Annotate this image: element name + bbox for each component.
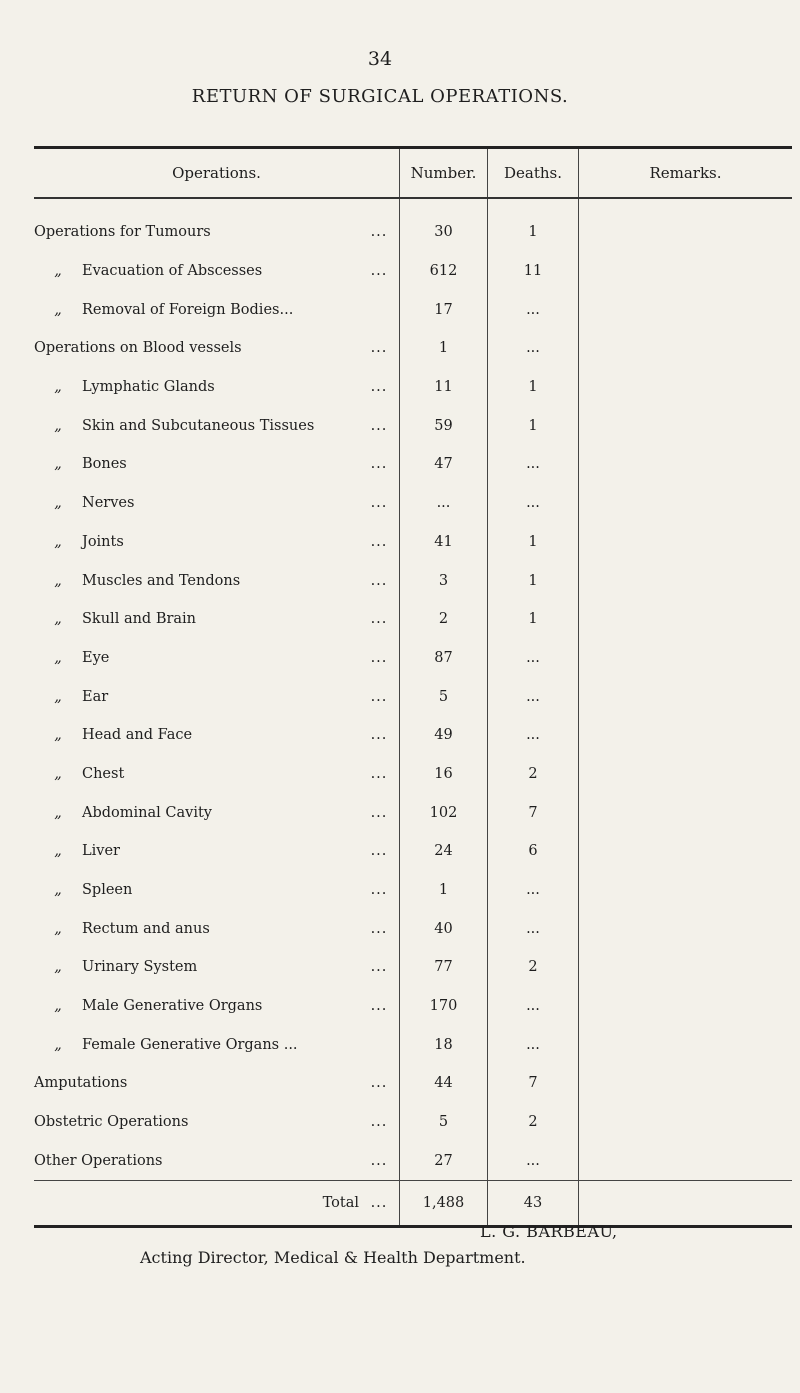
operation-cell-content bbox=[34, 650, 399, 666]
leader-dots: ... bbox=[370, 533, 388, 550]
remarks-cell bbox=[579, 1064, 793, 1103]
deaths-cell: 43 bbox=[488, 1181, 579, 1227]
ditto-mark: „ bbox=[54, 301, 62, 318]
ditto-mark: „ bbox=[54, 1036, 62, 1053]
operation-cell-content bbox=[34, 766, 399, 782]
deaths-cell: ... bbox=[488, 1142, 579, 1181]
deaths-cell: ... bbox=[488, 677, 579, 716]
leader-dots: ... bbox=[370, 688, 388, 705]
remarks-cell bbox=[579, 1142, 793, 1181]
number-cell: 77 bbox=[400, 948, 488, 987]
number-cell: ... bbox=[400, 484, 488, 523]
table-row bbox=[34, 252, 792, 291]
operation-label: Ear bbox=[82, 688, 109, 705]
remarks-cell bbox=[579, 832, 793, 871]
operation-cell bbox=[34, 755, 400, 794]
operation-cell-content bbox=[34, 1037, 399, 1053]
ditto-mark: „ bbox=[54, 765, 62, 782]
leader-dots: ... bbox=[370, 417, 388, 434]
number-cell: 30 bbox=[400, 198, 488, 252]
leader-dots: ... bbox=[370, 882, 388, 899]
remarks-cell bbox=[579, 290, 793, 329]
operation-cell bbox=[34, 832, 400, 871]
remarks-cell bbox=[579, 406, 793, 445]
operation-cell bbox=[34, 716, 400, 755]
table-row bbox=[34, 1064, 792, 1103]
operation-cell bbox=[34, 368, 400, 407]
ditto-mark: „ bbox=[54, 727, 62, 744]
operation-cell bbox=[34, 1181, 400, 1227]
operation-cell-content bbox=[34, 340, 399, 356]
header-number: Number. bbox=[400, 148, 488, 199]
deaths-cell: 1 bbox=[488, 406, 579, 445]
operation-cell-content bbox=[34, 882, 399, 898]
deaths-cell: 1 bbox=[488, 198, 579, 252]
table-row bbox=[34, 329, 792, 368]
operation-cell bbox=[34, 406, 400, 445]
leader-dots: ... bbox=[370, 224, 388, 241]
leader-dots: ... bbox=[370, 920, 388, 937]
remarks-cell bbox=[579, 909, 793, 948]
header-operations: Operations. bbox=[34, 148, 400, 199]
remarks-cell bbox=[579, 948, 793, 987]
operation-cell bbox=[34, 793, 400, 832]
operation-cell-content bbox=[34, 1195, 399, 1211]
table-row bbox=[34, 600, 792, 639]
operation-cell-content bbox=[34, 456, 399, 472]
remarks-cell bbox=[579, 716, 793, 755]
table-row bbox=[34, 716, 792, 755]
number-cell: 44 bbox=[400, 1064, 488, 1103]
number-cell: 87 bbox=[400, 639, 488, 678]
ditto-mark: „ bbox=[54, 998, 62, 1015]
table-row bbox=[34, 755, 792, 794]
ditto-mark: „ bbox=[54, 263, 62, 280]
number-cell: 40 bbox=[400, 909, 488, 948]
deaths-cell: 2 bbox=[488, 755, 579, 794]
remarks-cell bbox=[579, 600, 793, 639]
deaths-cell: ... bbox=[488, 909, 579, 948]
operation-cell bbox=[34, 987, 400, 1026]
deaths-cell: 7 bbox=[488, 1064, 579, 1103]
operation-cell bbox=[34, 1025, 400, 1064]
leader-dots: ... bbox=[370, 572, 388, 589]
remarks-cell bbox=[579, 523, 793, 562]
remarks-cell bbox=[579, 639, 793, 678]
deaths-cell: 1 bbox=[488, 561, 579, 600]
operation-label: Chest bbox=[82, 765, 125, 782]
ditto-mark: „ bbox=[54, 804, 62, 821]
operation-cell bbox=[34, 252, 400, 291]
remarks-cell bbox=[579, 445, 793, 484]
table-row bbox=[34, 677, 792, 716]
operation-cell-content bbox=[34, 534, 399, 550]
table-row bbox=[34, 639, 792, 678]
operation-label: Urinary System bbox=[82, 959, 198, 976]
operation-label: Liver bbox=[82, 843, 120, 860]
leader-dots: ... bbox=[370, 998, 388, 1015]
operation-label: Lymphatic Glands bbox=[82, 379, 215, 396]
number-cell: 3 bbox=[400, 561, 488, 600]
table-row bbox=[34, 523, 792, 562]
operation-cell-content bbox=[34, 1075, 399, 1091]
operation-label: Female Generative Organs ... bbox=[82, 1036, 298, 1053]
operation-cell-content bbox=[34, 1153, 399, 1169]
leader-dots: ... bbox=[370, 959, 388, 976]
operation-label: Evacuation of Abscesses bbox=[82, 263, 263, 280]
operation-cell bbox=[34, 198, 400, 252]
deaths-cell: ... bbox=[488, 987, 579, 1026]
table-row bbox=[34, 445, 792, 484]
ditto-mark: „ bbox=[54, 533, 62, 550]
deaths-cell: ... bbox=[488, 716, 579, 755]
ditto-mark: „ bbox=[54, 379, 62, 396]
number-cell: 17 bbox=[400, 290, 488, 329]
operation-cell bbox=[34, 871, 400, 910]
deaths-cell: ... bbox=[488, 445, 579, 484]
operation-cell bbox=[34, 484, 400, 523]
leader-dots: ... bbox=[370, 495, 388, 512]
deaths-cell: 7 bbox=[488, 793, 579, 832]
deaths-cell: 1 bbox=[488, 368, 579, 407]
number-cell: 27 bbox=[400, 1142, 488, 1181]
table-row bbox=[34, 406, 792, 445]
remarks-cell bbox=[579, 987, 793, 1026]
leader-dots: ... bbox=[370, 649, 388, 666]
operation-label: Bones bbox=[82, 456, 127, 473]
remarks-cell bbox=[579, 329, 793, 368]
remarks-cell bbox=[579, 252, 793, 291]
ditto-mark: „ bbox=[54, 456, 62, 473]
leader-dots: ... bbox=[370, 1114, 388, 1131]
total-row bbox=[34, 1181, 792, 1227]
remarks-cell bbox=[579, 677, 793, 716]
operation-cell-content bbox=[34, 727, 399, 743]
signatory-name: L. G. BARBEAU, bbox=[480, 1222, 618, 1241]
operation-cell-content bbox=[34, 495, 399, 511]
operation-label: Eye bbox=[82, 649, 110, 666]
table-row bbox=[34, 561, 792, 600]
operation-label: Operations on Blood vessels bbox=[34, 340, 242, 357]
number-cell: 2 bbox=[400, 600, 488, 639]
number-cell: 49 bbox=[400, 716, 488, 755]
leader-dots: ... bbox=[370, 1152, 388, 1169]
ditto-mark: „ bbox=[54, 572, 62, 589]
deaths-cell: 6 bbox=[488, 832, 579, 871]
number-cell: 1,488 bbox=[400, 1181, 488, 1227]
remarks-cell bbox=[579, 198, 793, 252]
operation-label: Abdominal Cavity bbox=[82, 804, 212, 821]
deaths-cell: 1 bbox=[488, 600, 579, 639]
operation-label: Nerves bbox=[82, 495, 135, 512]
deaths-cell: 2 bbox=[488, 1103, 579, 1142]
operation-cell bbox=[34, 290, 400, 329]
number-cell: 18 bbox=[400, 1025, 488, 1064]
operation-cell-content bbox=[34, 418, 399, 434]
number-cell: 16 bbox=[400, 755, 488, 794]
ditto-mark: „ bbox=[54, 417, 62, 434]
surgical-operations-table bbox=[34, 146, 792, 1228]
operation-cell bbox=[34, 909, 400, 948]
table-row bbox=[34, 871, 792, 910]
remarks-cell bbox=[579, 1025, 793, 1064]
leader-dots: ... bbox=[370, 727, 388, 744]
number-cell: 11 bbox=[400, 368, 488, 407]
operation-cell-content bbox=[34, 805, 399, 821]
operation-cell-content bbox=[34, 224, 399, 240]
operation-label: Spleen bbox=[82, 882, 133, 899]
operation-label: Rectum and anus bbox=[82, 920, 210, 937]
operation-cell-content bbox=[34, 998, 399, 1014]
number-cell: 5 bbox=[400, 677, 488, 716]
operation-cell-content bbox=[34, 689, 399, 705]
operation-cell-content bbox=[34, 959, 399, 975]
remarks-cell bbox=[579, 368, 793, 407]
operation-cell-content bbox=[34, 843, 399, 859]
leader-dots: ... bbox=[370, 456, 388, 473]
table-row bbox=[34, 1025, 792, 1064]
operation-label: Removal of Foreign Bodies... bbox=[82, 301, 294, 318]
operation-cell bbox=[34, 948, 400, 987]
operation-label: Operations for Tumours bbox=[34, 224, 211, 241]
table-body bbox=[34, 198, 792, 1227]
leader-dots: ... bbox=[370, 611, 388, 628]
operation-cell bbox=[34, 677, 400, 716]
deaths-cell: ... bbox=[488, 290, 579, 329]
operation-cell-content bbox=[34, 263, 399, 279]
operation-label: Head and Face bbox=[82, 727, 193, 744]
operation-label: Muscles and Tendons bbox=[82, 572, 241, 589]
ditto-mark: „ bbox=[54, 843, 62, 860]
deaths-cell: ... bbox=[488, 639, 579, 678]
leader-dots: ... bbox=[370, 379, 388, 396]
leader-dots: ... bbox=[370, 263, 388, 280]
leader-dots: ... bbox=[370, 1075, 388, 1092]
table-row bbox=[34, 948, 792, 987]
operation-cell-content bbox=[34, 573, 399, 589]
operation-label: Skull and Brain bbox=[82, 611, 197, 628]
operation-label: Joints bbox=[82, 533, 124, 550]
deaths-cell: ... bbox=[488, 484, 579, 523]
number-cell: 24 bbox=[400, 832, 488, 871]
table-row bbox=[34, 909, 792, 948]
number-cell: 612 bbox=[400, 252, 488, 291]
remarks-cell bbox=[579, 755, 793, 794]
operation-cell-content bbox=[34, 611, 399, 627]
leader-dots: ... bbox=[370, 804, 388, 821]
operation-cell bbox=[34, 1064, 400, 1103]
operation-cell-content bbox=[34, 1114, 399, 1130]
operation-cell-content bbox=[34, 379, 399, 395]
operation-label: Obstetric Operations bbox=[34, 1114, 189, 1131]
ditto-mark: „ bbox=[54, 649, 62, 666]
operation-cell bbox=[34, 600, 400, 639]
table-row bbox=[34, 368, 792, 407]
operation-cell bbox=[34, 1103, 400, 1142]
number-cell: 1 bbox=[400, 329, 488, 368]
deaths-cell: ... bbox=[488, 329, 579, 368]
remarks-cell bbox=[579, 871, 793, 910]
table-header-row bbox=[34, 148, 792, 199]
operation-label: Male Generative Organs bbox=[82, 998, 263, 1015]
total-label: Total bbox=[322, 1195, 359, 1212]
deaths-cell: 11 bbox=[488, 252, 579, 291]
ditto-mark: „ bbox=[54, 959, 62, 976]
operation-cell-content bbox=[34, 921, 399, 937]
number-cell: 5 bbox=[400, 1103, 488, 1142]
table-row bbox=[34, 484, 792, 523]
number-cell: 170 bbox=[400, 987, 488, 1026]
leader-dots: ... bbox=[370, 1195, 388, 1212]
operation-cell bbox=[34, 445, 400, 484]
number-cell: 41 bbox=[400, 523, 488, 562]
number-cell: 1 bbox=[400, 871, 488, 910]
ditto-mark: „ bbox=[54, 495, 62, 512]
page-title: RETURN OF SURGICAL OPERATIONS. bbox=[191, 86, 569, 107]
number-cell: 47 bbox=[400, 445, 488, 484]
ditto-mark: „ bbox=[54, 688, 62, 705]
signatory-title: Acting Director, Medical & Health Department. bbox=[140, 1248, 526, 1267]
deaths-cell: ... bbox=[488, 1025, 579, 1064]
remarks-cell bbox=[579, 561, 793, 600]
deaths-cell: 1 bbox=[488, 523, 579, 562]
page-number: 34 bbox=[367, 48, 393, 70]
ditto-mark: „ bbox=[54, 882, 62, 899]
operation-cell bbox=[34, 561, 400, 600]
table-row bbox=[34, 198, 792, 252]
operation-cell bbox=[34, 639, 400, 678]
deaths-cell: 2 bbox=[488, 948, 579, 987]
operation-label: Skin and Subcutaneous Tissues bbox=[82, 417, 315, 434]
header-deaths: Deaths. bbox=[488, 148, 579, 199]
operation-label: Amputations bbox=[34, 1075, 128, 1092]
table-row bbox=[34, 1142, 792, 1181]
remarks-cell bbox=[579, 793, 793, 832]
ditto-mark: „ bbox=[54, 920, 62, 937]
table-row bbox=[34, 793, 792, 832]
remarks-cell bbox=[579, 1103, 793, 1142]
operation-cell-content bbox=[34, 302, 399, 318]
leader-dots: ... bbox=[370, 843, 388, 860]
remarks-cell bbox=[579, 484, 793, 523]
table-row bbox=[34, 832, 792, 871]
deaths-cell: ... bbox=[488, 871, 579, 910]
table-row bbox=[34, 290, 792, 329]
operation-cell bbox=[34, 523, 400, 562]
operation-cell bbox=[34, 329, 400, 368]
number-cell: 59 bbox=[400, 406, 488, 445]
table-row bbox=[34, 987, 792, 1026]
operation-label: Other Operations bbox=[34, 1152, 163, 1169]
table-row bbox=[34, 1103, 792, 1142]
header-remarks: Remarks. bbox=[579, 148, 793, 199]
operation-cell bbox=[34, 1142, 400, 1181]
leader-dots: ... bbox=[370, 340, 388, 357]
ditto-mark: „ bbox=[54, 611, 62, 628]
leader-dots: ... bbox=[370, 765, 388, 782]
number-cell: 102 bbox=[400, 793, 488, 832]
remarks-cell bbox=[579, 1181, 793, 1227]
